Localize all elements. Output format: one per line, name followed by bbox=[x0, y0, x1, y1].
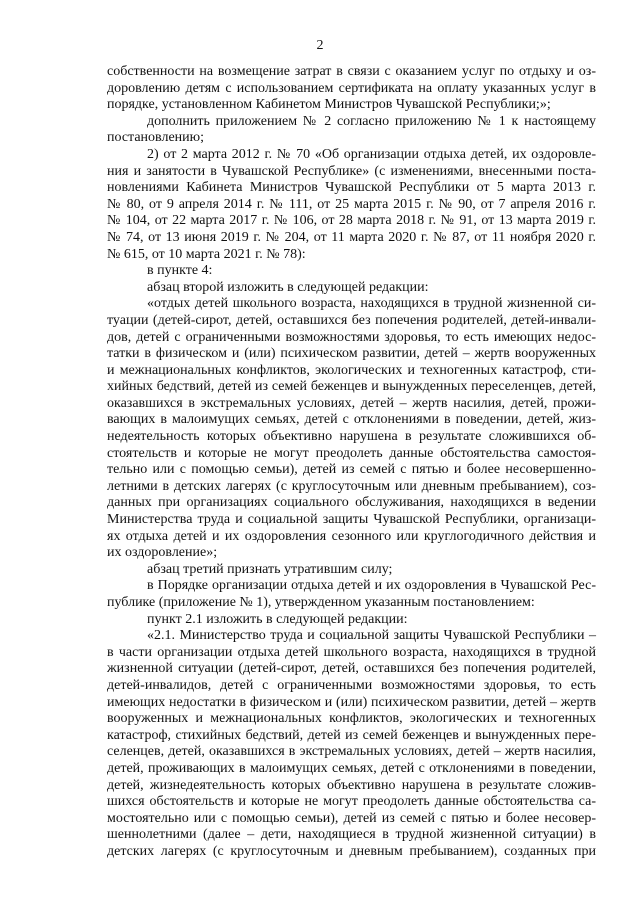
text-line: дов, детей с ограниченными возможностями здоровья, то есть имеющих недос- bbox=[107, 329, 596, 345]
text-line: Министерства труда и социальной защиты Чувашской Республики, организаци- bbox=[107, 512, 596, 528]
text-line: ях отдыха детей и их оздоровления сезонного или круглогодичного действия и bbox=[107, 528, 596, 544]
page-number: 2 bbox=[316, 38, 324, 53]
paragraph bbox=[107, 612, 596, 629]
text-line: тельно или с помощью семьи), детей из семей с пятью и более несовершенно- bbox=[107, 462, 596, 478]
text-line: татки в физическом и (или) психическом развитии, детей – жертв вооруженных bbox=[107, 346, 596, 362]
text-line: мостоятельно или с помощью семьи), детей из семей с пятью и более несовер- bbox=[107, 810, 596, 826]
text-line: новлениями Кабинета Министров Чувашской Республики от 5 марта 2013 г. bbox=[107, 180, 596, 196]
paragraph bbox=[107, 147, 596, 263]
text-line: стоятельств и которые не могут преодолеть данные обстоятельства самостоя- bbox=[107, 445, 596, 461]
text-line: жизненной ситуации (детей-сирот, детей, оставшихся без попечения родителей, bbox=[107, 661, 596, 677]
text-line: абзац второй изложить в следующей редакции: bbox=[147, 279, 429, 295]
paragraph bbox=[107, 296, 596, 562]
text-line: вающих в малоимущих семьях, детей с отклонениями в поведении, детей, жиз- bbox=[107, 412, 596, 428]
text-line: доровлению детям с использованием сертификата на оплату указанных услуг в bbox=[107, 80, 596, 96]
text-line: детей, жизнедеятельность которых объективно нарушена в результате сложив- bbox=[107, 777, 596, 793]
text-line: пункт 2.1 изложить в следующей редакции: bbox=[147, 611, 408, 627]
text-line: постановлению; bbox=[107, 130, 205, 146]
text-line: «2.1. Министерство труда и социальной защиты Чувашской Республики – bbox=[147, 628, 596, 644]
text-line: детей-инвалидов, детей с ограниченными возможностями здоровья, то есть bbox=[107, 677, 596, 693]
text-line: 2) от 2 марта 2012 г. № 70 «Об организации отдыха детей, их оздоровле- bbox=[147, 146, 596, 162]
text-line: № 74, от 13 июня 2019 г. № 204, от 11 марта 2020 г. № 87, от 11 ноября 2020 г. bbox=[107, 229, 596, 245]
paragraph bbox=[107, 628, 596, 860]
text-line: в Порядке организации отдыха детей и их оздоровления в Чувашской Рес- bbox=[147, 578, 596, 594]
paragraph bbox=[107, 263, 596, 280]
paragraph bbox=[107, 280, 596, 297]
text-line: № 615, от 10 марта 2021 г. № 78): bbox=[107, 246, 306, 262]
document-body bbox=[107, 64, 596, 861]
text-line: шеннолетними (далее – дети, находящиеся в трудной жизненной ситуации) в bbox=[107, 827, 596, 843]
text-line: детей, проживающих в малоимущих семьях, детей с отклонениями в поведении, bbox=[107, 760, 596, 776]
text-line: собственности на возмещение затрат в связи с оказанием услуг по отдыху и оз- bbox=[107, 64, 596, 79]
text-line: и межнациональных конфликтов, экологических и техногенных катастроф, сти- bbox=[107, 362, 596, 378]
paragraph bbox=[107, 114, 596, 147]
text-line: оказавшихся в экстремальных условиях, детей – жертв насилия, детей, прожи- bbox=[107, 395, 596, 411]
text-line: летними в детских лагерях (с круглосуточным или дневным пребыванием), соз- bbox=[107, 478, 596, 494]
text-line: туации (детей-сирот, детей, оставшихся без попечения родителей, детей-инвали- bbox=[107, 312, 596, 328]
text-line: порядке, установленном Кабинетом Министров Чувашской Республики;»; bbox=[107, 97, 551, 113]
text-line: № 80, от 9 апреля 2014 г. № 111, от 25 марта 2015 г. № 90, от 7 апреля 2016 г. bbox=[107, 196, 596, 212]
text-line: в пункте 4: bbox=[147, 263, 213, 279]
text-line: имеющих недостатки в физическом и (или) психическом развитии, детей – жертв bbox=[107, 694, 596, 710]
text-line: в части организации отдыха детей школьного возраста, находящихся в трудной bbox=[107, 644, 596, 660]
text-line: дополнить приложением № 2 согласно приложению № 1 к настоящему bbox=[147, 113, 596, 129]
text-line: хийных бедствий, детей из семей беженцев и вынужденных переселенцев, детей, bbox=[107, 379, 596, 395]
text-line: катастроф, стихийных бедствий, детей из семей беженцев и вынужденных пере- bbox=[107, 727, 596, 743]
text-line: шихся обстоятельств и которые не могут преодолеть данные обстоятельства са- bbox=[107, 794, 596, 810]
text-line: недеятельность которых объективно нарушена в результате сложившихся об- bbox=[107, 429, 596, 445]
text-line: данных при организациях социального обслуживания, находящихся в ведении bbox=[107, 495, 596, 511]
paragraph bbox=[107, 562, 596, 579]
text-line: их оздоровление»; bbox=[107, 545, 218, 561]
text-line: «отдых детей школьного возраста, находящихся в трудной жизненной си- bbox=[147, 296, 596, 312]
paragraph bbox=[107, 578, 596, 611]
text-line: селенцев, детей, оказавшихся в экстремальных условиях, детей – жертв насилия, bbox=[107, 744, 596, 760]
paragraph bbox=[107, 64, 596, 114]
text-line: ния и занятости в Чувашской Республике» (с изменениями, внесенными поста- bbox=[107, 163, 596, 179]
text-line: № 104, от 22 марта 2017 г. № 106, от 28 марта 2018 г. № 91, от 13 марта 2019 г. bbox=[107, 213, 596, 229]
text-line: детских лагерях (с круглосуточным и дневным пребыванием), созданных при bbox=[107, 843, 596, 859]
text-line: публике (приложение № 1), утвержденном указанным постановлением: bbox=[107, 595, 535, 610]
text-line: вооруженных и межнациональных конфликтов, экологических и техногенных bbox=[107, 711, 596, 727]
text-line: абзац третий признать утратившим силу; bbox=[147, 561, 393, 577]
